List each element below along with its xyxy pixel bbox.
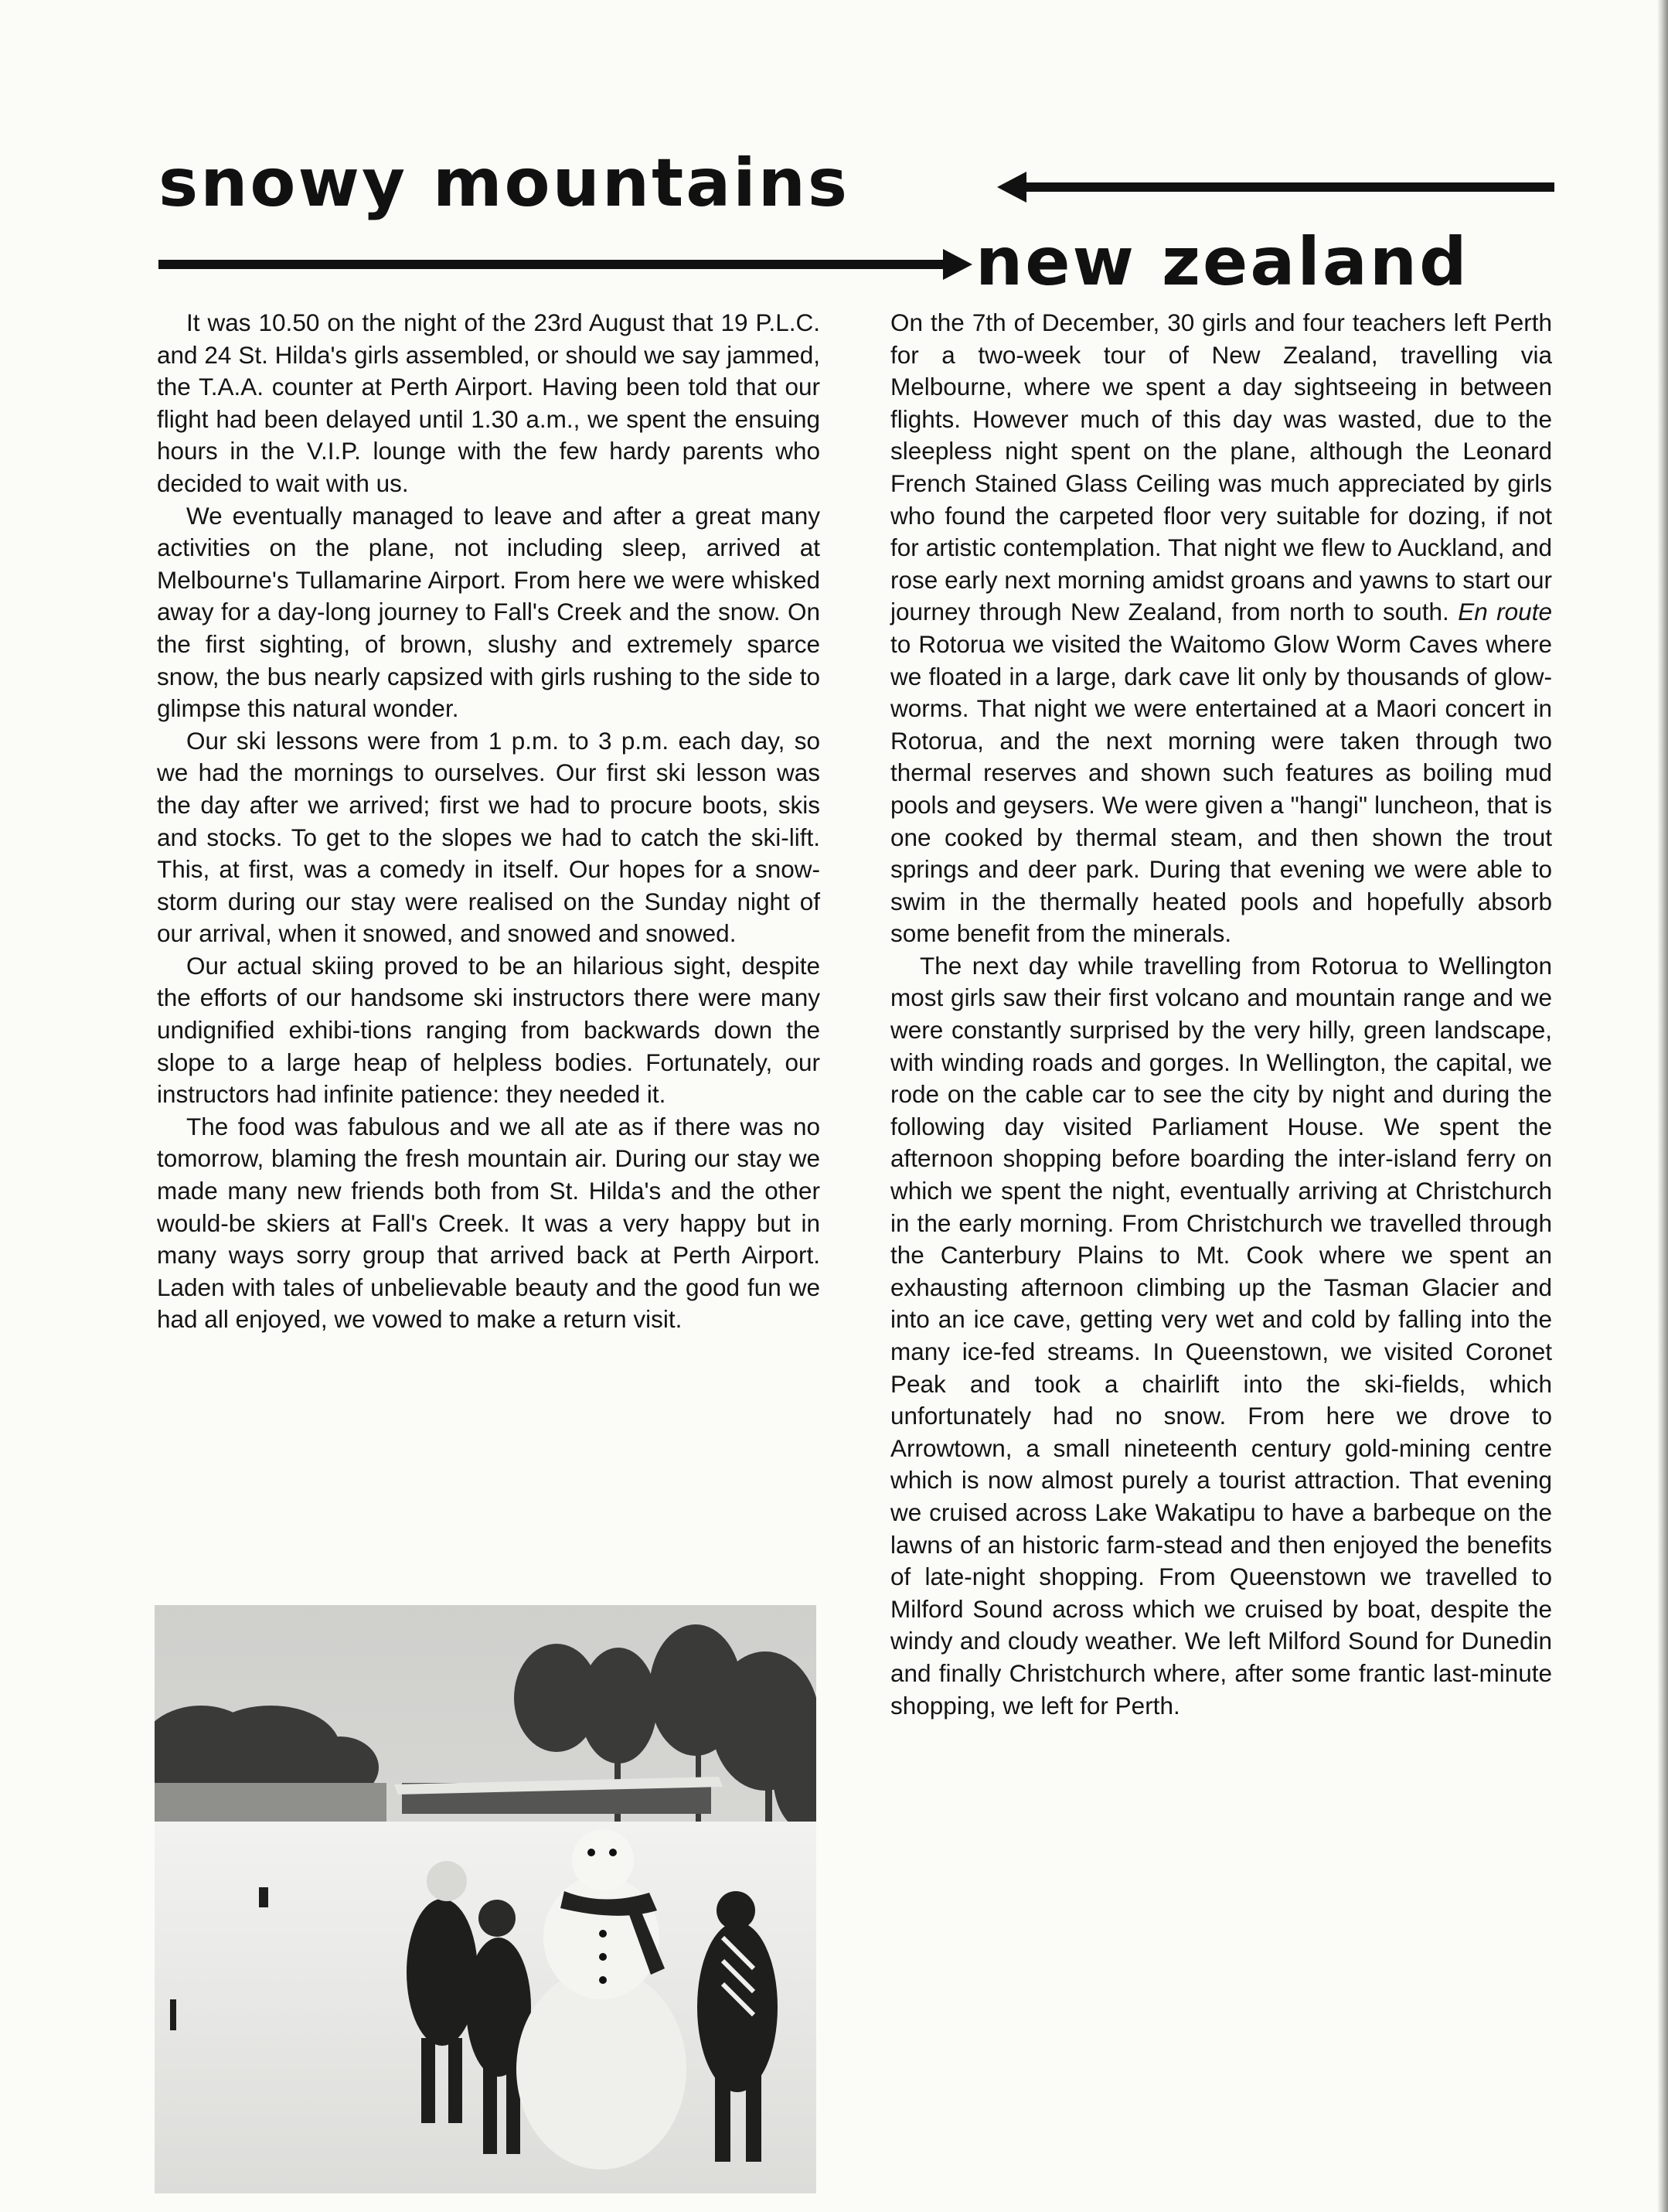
page-edge-shadow: [1657, 0, 1668, 2212]
photo-hat: [427, 1861, 467, 1901]
snowman-photo: [155, 1605, 816, 2193]
paragraph-text: On the 7th of December, 30 girls and four teachers left Perth for a two-week tour of New Zealand, travelling via Melbourne, where we spent a day sightseeing in between flights. However much of this day was wasted, due to the sleepless night spent on the plane, although the Leonard French Stained Glass Ceiling was much appreciated by girls who found the carpeted floor very suitable for dozing, if not for artistic contemplation. That night we flew to Auckland, and rose early next morning amidst groans and yawns to start our journey through New Zealand, from north to south.: [890, 308, 1552, 626]
title-snowy-mountains: snowy mountains: [158, 145, 850, 222]
new-zealand-article: [890, 307, 1552, 1722]
article-paragraph: Our actual skiing proved to be an hilarious sight, despite the efforts of our handsome ski instructors there were many undignified exhibi-tions ranging from backwards down the slope to a large heap of helpless bodies. Fortunately, our instructors had infinite patience: they needed it.: [157, 951, 820, 1109]
paragraph-text: to Rotorua we visited the Waitomo Glow Worm Caves where we floated in a large, dark cave lit only by thousands of glow-worms. That night we were entertained at a Maori concert in Rotorua, and the next morning were taken through two thermal reserves and shown such features as boiling mud pools and geysers. We were given a "hangi" luncheon, that is one cooked by thermal steam, and then shown the trout springs and deer park. During that evening we were able to swim in the thermally heated pools and hopefully absorb some benefit from the minerals.: [890, 629, 1552, 948]
photo-head: [478, 1900, 516, 1937]
title-new-zealand: new zealand: [975, 223, 1469, 301]
snowy-mountains-article: [157, 307, 820, 1336]
article-paragraph: The next day while travelling from Rotorua to Wellington most girls saw their first volcano and mountain range and we were constantly surprised by the very hilly, green landscape, with winding roads and gorges. In Wellington, the capital, we rode on the cable car to see the city by night and during the following day visited Parliament House. We spent the afternoon shopping before boarding the inter-island ferry on which we spent the night, eventually arriving at Christchurch in the early morning. From Christchurch we travelled through the Canterbury Plains to Mt. Cook where we spent an exhausting afternoon climbing up the Tasman Glacier and into an ice cave, getting very wet and cold by falling into the many ice-fed streams. In Queenstown, we visited Coronet Peak and took a chairlift into the ski-fields, which unfortunately had no snow. From here we drove to Arrowtown, a small nineteenth century gold-mining centre which is now almost purely a tourist attraction. That evening we cruised across Lake Wakatipu to have a barbeque on the lawns of an historic farm-stead and then enjoyed the benefits of late-night shopping. From Queenstown we travelled to Milford Sound across which we cruised by boat, despite the windy and cloudy weather. We left Milford Sound for Dunedin and finally Christchurch where, after some frantic last-minute shopping, we left for Perth.: [890, 951, 1552, 1719]
article-paragraph: [890, 307, 1552, 950]
arrow-left-rule: [1022, 182, 1554, 192]
arrow-right-rule: [158, 260, 947, 269]
article-paragraph: It was 10.50 on the night of the 23rd August that 19 P.L.C. and 24 St. Hilda's girls assembled, or should we say jammed, the T.A.A. counter at Perth Airport. Having been told that our flight had been delayed until 1.30 a.m., we spent the ensuing hours in the V.I.P. lounge with the few hardy parents who decided to wait with us.: [157, 308, 820, 497]
italic-phrase: En route: [1458, 598, 1552, 626]
arrow-right-icon: [943, 249, 972, 280]
article-paragraph: Our ski lessons were from 1 p.m. to 3 p.m. each day, so we had the mornings to ourselves. Our first ski lesson was the day after we arrived; first we had to procure boots, skis and stocks. To get to the slopes we had to catch the ski-lift. This, at first, was a comedy in itself. Our hopes for a snow-storm during our stay were realised on the Sunday night of our arrival, when it snowed, and snowed and snowed.: [157, 726, 820, 948]
article-paragraph: The food was fabulous and we all ate as if there was no tomorrow, blaming the fresh mountain air. During our stay we made many new friends both from St. Hilda's and the other would-be skiers at Fall's Creek. It was a very happy but in many ways sorry group that arrived back at Perth Airport. Laden with tales of unbelievable beauty and the good fun we had all enjoyed, we vowed to make a return visit.: [157, 1112, 820, 1334]
article-paragraph: We eventually managed to leave and after a great many activities on the plane, not including sleep, arrived at Melbourne's Tullamarine Airport. From here we were whisked away for a day-long journey to Fall's Creek and the snow. On the first sighting, of brown, slushy and extremely sparce snow, the bus nearly capsized with girls rushing to the side to glimpse this natural wonder.: [157, 501, 820, 723]
